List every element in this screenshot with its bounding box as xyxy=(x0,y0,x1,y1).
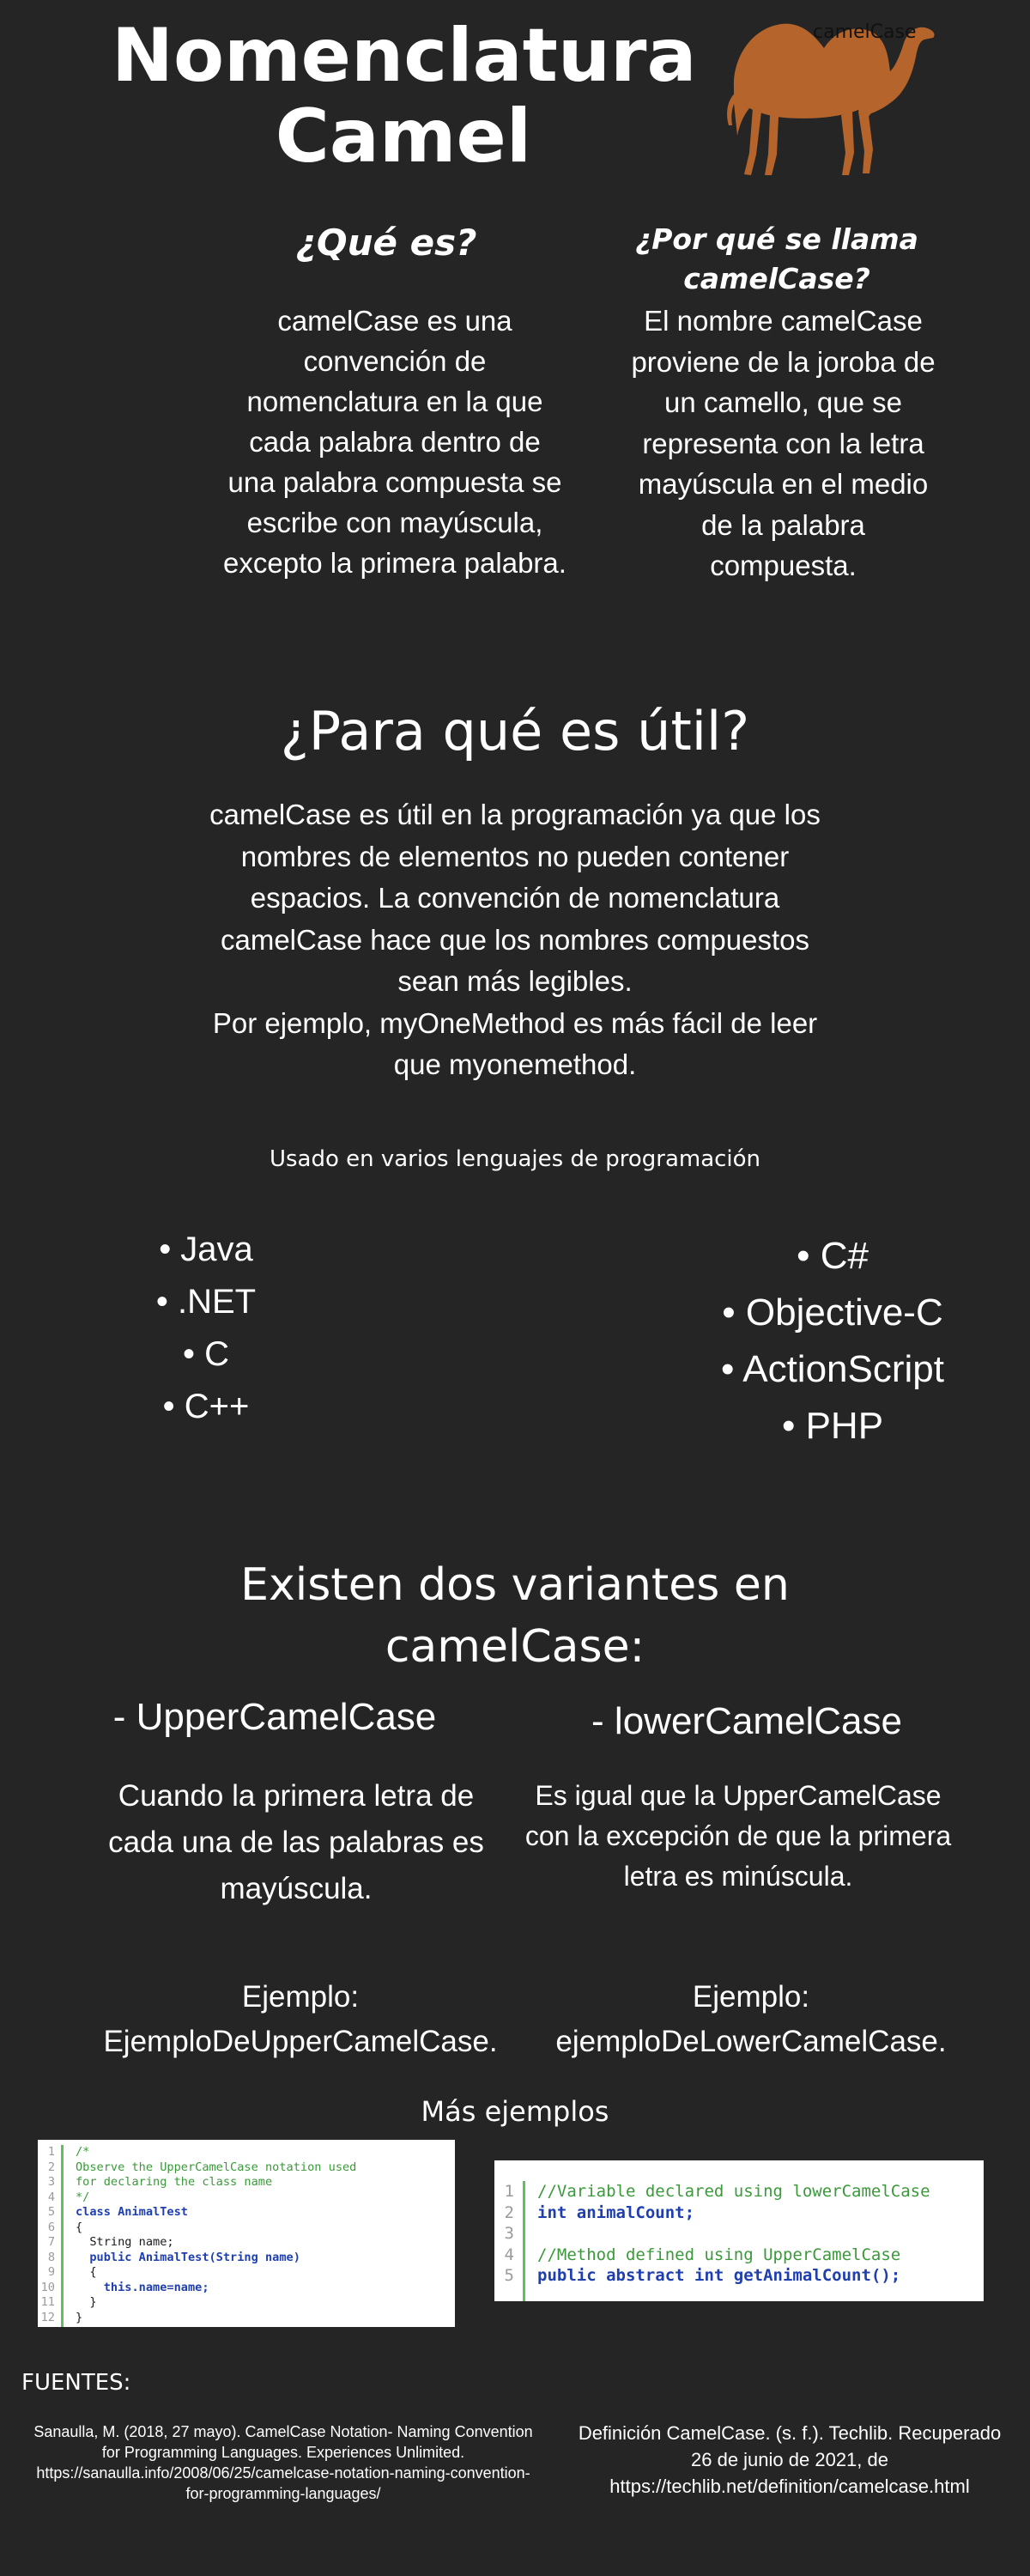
lower-camel-example xyxy=(515,1975,987,2064)
code-example-variables xyxy=(494,2160,984,2301)
code-line: */ xyxy=(76,2190,90,2204)
example-label: Ejemplo: xyxy=(241,1980,360,2014)
why-body: El nombre camelCase proviene de la joroba de un camello, que se representa con la letra mayúscula en el medio de la palabra compuesta. xyxy=(631,305,936,581)
lower-camel-description: Es igual que la UpperCamelCase con la excepción de que la primera letra es minúscula. xyxy=(524,1780,952,1892)
code-line: //Variable declared using lowerCamelCase xyxy=(537,2182,930,2201)
what-heading: ¿Qué es? xyxy=(295,222,477,264)
source-citation-2: Definición CamelCase. (s. f.). Techlib. Recuperado 26 de junio de 2021, de https://techlib.net/definition/camelcase.html xyxy=(578,2422,1002,2497)
upper-camel-description: Cuando la primera letra de cada una de las palabras es mayúscula. xyxy=(108,1779,484,1905)
list-item: • C# xyxy=(797,1235,869,1277)
code-line: Observe the UpperCamelCase notation used xyxy=(76,2160,357,2174)
list-item: • PHP xyxy=(781,1405,884,1447)
code-line: public AnimalTest(String name) xyxy=(76,2250,300,2264)
what-body: camelCase es una convención de nomenclatura en la que cada palabra dentro de una palabra compuesta se escribe con mayúscula, excepto la primera palabra. xyxy=(223,305,566,579)
languages-heading: Usado en varios lenguajes de programación xyxy=(269,1146,761,1172)
list-item: • .NET xyxy=(155,1283,257,1321)
camel-illustration xyxy=(700,7,940,179)
why-heading: ¿Por qué se llama camelCase? xyxy=(635,222,918,295)
example-value: ejemploDeLowerCamelCase. xyxy=(555,2025,947,2058)
line-numbers: 1 2 3 4 5 xyxy=(494,2181,525,2301)
code-line xyxy=(537,2223,930,2245)
code-line: this.name=name; xyxy=(76,2280,209,2294)
title-line-2: Camel xyxy=(275,94,532,179)
list-item: • Objective-C xyxy=(722,1291,943,1334)
code-line: String name; xyxy=(76,2235,174,2249)
code-line: //Method defined using UpperCamelCase xyxy=(537,2245,901,2264)
useful-body-paragraph-2: Por ejemplo, myOneMethod es más fácil de leer que myonemethod. xyxy=(212,1006,818,1080)
useful-body-paragraph-1: camelCase es útil en la programación ya que los nombres de elementos no pueden contener espacios. La convención de nomenclatura camelCase hace que los nombres compuestos sean más legibles. xyxy=(209,799,821,997)
useful-body xyxy=(197,794,833,1086)
useful-heading: ¿Para qué es útil? xyxy=(280,700,750,762)
code-line: class AnimalTest xyxy=(76,2205,188,2219)
code-example-java xyxy=(38,2140,455,2327)
sources-heading: FUENTES: xyxy=(21,2370,131,2396)
code-lines xyxy=(525,2181,930,2301)
code-lines xyxy=(64,2145,356,2327)
list-item: • C xyxy=(182,1335,229,1373)
code-line: } xyxy=(76,2310,83,2324)
camel-hump-text: camelCase xyxy=(813,21,917,43)
list-item: • ActionScript xyxy=(721,1348,944,1390)
example-label: Ejemplo: xyxy=(692,1980,810,2014)
code-line: /* xyxy=(76,2145,90,2159)
upper-camel-example xyxy=(69,1975,532,2064)
variants-heading: Existen dos variantes en camelCase: xyxy=(240,1559,790,1673)
code-line: } xyxy=(76,2295,97,2309)
title-line-1: Nomenclatura xyxy=(112,13,697,99)
languages-list-right xyxy=(652,1228,1013,1455)
code-line: public abstract int getAnimalCount(); xyxy=(537,2266,901,2285)
upper-camel-title: - UpperCamelCase xyxy=(112,1696,437,1738)
page-title xyxy=(112,15,695,177)
code-line: for declaring the class name xyxy=(76,2175,273,2189)
line-numbers: 1 2 3 4 5 6 7 8 9 10 11 12 xyxy=(38,2145,64,2327)
code-line: int animalCount; xyxy=(537,2202,695,2222)
example-value: EjemploDeUpperCamelCase. xyxy=(103,2025,498,2058)
code-line: { xyxy=(76,2265,97,2279)
lower-camel-title: - lowerCamelCase xyxy=(591,1700,902,1742)
more-examples-heading: Más ejemplos xyxy=(421,2095,609,2128)
languages-list-left xyxy=(77,1224,335,1433)
list-item: • C++ xyxy=(162,1388,250,1425)
list-item: • Java xyxy=(159,1230,253,1268)
code-line: { xyxy=(76,2220,83,2234)
source-citation-1: Sanaulla, M. (2018, 27 mayo). CamelCase Notation- Naming Convention for Programming Languages. Experiences Unlimited. https://sanaulla.info/2008/06/25/camelcase-notation-naming-convention-for-programming-languages/ xyxy=(33,2423,533,2502)
